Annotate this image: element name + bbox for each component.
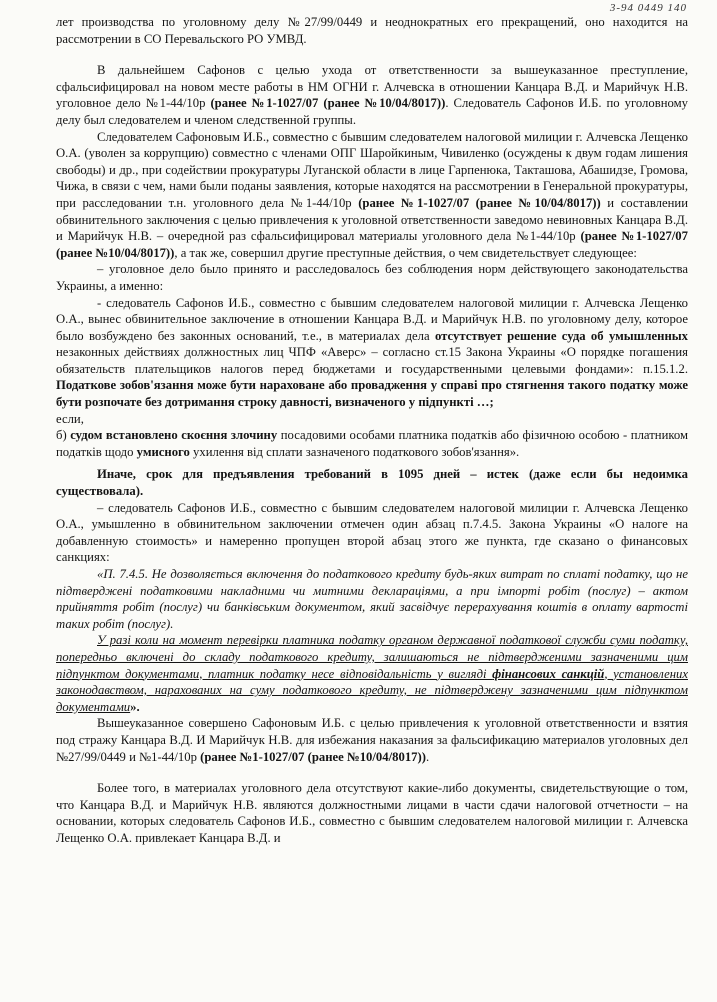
paragraph-text: посадовими особами платника податків або фізичною особою - платником податків щодо <box>56 428 689 459</box>
law-quote-italic: «П. 7.4.5. Не дозволяється включення до податкового кредиту будь-яких витрат по сплаті податку, що не підтверджені податковими накладними чи митними деклараціями, а при імпорті робіт (послуг) – актом прийняття робіт (послуг) чи банківським документом, який засвідчує перерахування коштів в оплату вартості таких робіт (послуг). <box>56 567 688 631</box>
case-number-bold: (ранее №1-1027/07 (ранее №10/04/8017)) <box>200 749 426 764</box>
law-quote-underlined: У разі коли на момент перевірки платника податку органом державної податкової служби суми податку, попередньо включені до складу податкового кредиту, залишаються не підтвердженими зазначеними цим підпунктом документами, платник податку несе відповідальність у вигляді <box>56 633 688 681</box>
paragraph-text: – уголовное дело было принято и расследовалось без соблюдения норм действующего законодательства Украины, а именно: <box>56 262 688 293</box>
emphasis-bold: отсутствует решение суда об умышленных <box>434 328 689 343</box>
paragraph-11 <box>56 632 688 715</box>
paragraph-text: ухилення від сплати зазначеного податкового зобов'язання». <box>189 444 520 459</box>
paragraph-text: и составлении обвинительного заключения с целью привлечения к уголовной ответственности заведомо невиновных Канцара В.Д. и Марийчук Н.В. – очередной раз сфальсифицировал материалы уголовного дела №1-44/10р <box>56 195 688 244</box>
paragraph-text: Следователем Сафоновым И.Б., совместно с бывшим следователем налоговой милиции г. Алчевска Лещенко О.А. (уволен за коррупцию) совместно с членами ОПГ Шаройкиным, Чивиленко (осуждены к двум годам лишения свободы) и др., при содействии прокуратуры Луганской области в лице Гарпенюка, Такташова, Абашидзе, Громова, Чижа, в связи с чем, нами были поданы заявления, которые находятся на рассмотрении в Генеральной прокуратуры, при расследовании т.н. уголовного дела №1-44/10р <box>56 129 688 210</box>
paragraph-text: - следователь Сафонов И.Б., совместно с бывшим следователем налоговой милиции г. Алчевска Лещенко О.А., вынес обвинительное заключение в отношении Канцара В.Д. и Марийчук Н.В. по уголовному делу, которое было возбуждено без законных оснований, т.е., в материалах дела <box>56 295 688 343</box>
case-number-bold: (ранее №1-1027/07 (ранее №10/04/8017)) <box>358 195 601 210</box>
paragraph-text: незаконных действиях должностных лиц ЧПФ «Аверс» – согласно ст.15 Закона Украины «О порядке погашения обязательств плательщиков налогов перед бюджетами и государственными целевыми фондами»: п.15.1.2. <box>56 345 688 376</box>
paragraph-text: лет производства по уголовному делу №27/99/0449 и неоднократных его прекращений, оно находится на рассмотрении в СО Перевальского РО УМВД. <box>56 15 688 46</box>
paragraph-text: . Следователь Сафонов И.Б. по уголовному делу был следователем и членом следственной группы. <box>56 96 688 127</box>
paragraph-text: . <box>425 749 430 764</box>
emphasis-bold: умисного <box>136 444 190 459</box>
paragraph-9 <box>56 500 688 566</box>
paragraph-text: В дальнейшем Сафонов с целью ухода от ответственности за вышеуказанное преступление, сфальсифицировал на новом месте работы в НМ ОГНИ г. Алчевска в отношении Канцара В.Д. и Марийчук Н.В. уголовное дело №1-44/10р <box>56 63 688 111</box>
paragraph-1 <box>56 14 688 47</box>
paragraph-13 <box>56 780 688 846</box>
paragraph-12 <box>56 715 688 765</box>
emphasis-bold: Иначе, срок для предъявления требований в 1095 дней – истек (даже если бы недоимка существовала). <box>56 467 688 499</box>
quote-end: ». <box>130 699 140 714</box>
paragraph-7 <box>56 427 688 460</box>
document-body <box>56 14 688 847</box>
paragraph-text: б) <box>56 428 71 443</box>
case-number-bold: (ранее №1-1027/07 (ранее №10/04/8017)) <box>210 96 446 111</box>
paragraph-text: Более того, в материалах уголовного дела отсутствуют какие-либо документы, свидетельствующие о том, что Канцара В.Д. и Марийчук Н.В. являются должностными лицами в части сдачи налоговой отчетности – на основании, которых следователь Сафонов И.Б., совместно с бывшим следователем налоговой милиции г. Алчевска Лещенко О.А. привлекает Канцара В.Д. и <box>56 781 688 845</box>
paragraph-6 <box>56 411 688 428</box>
law-quote-underlined-bold: фінансових санкцій <box>492 666 605 681</box>
law-quote-bold: Податкове зобов'язання може бути нараховане або провадження у справі про стягнення такого податку може бути розпочате без дотримання строку давності, визначеного у підпункті …; <box>56 378 688 410</box>
paragraph-text: если, <box>56 411 84 426</box>
paragraph-3 <box>56 129 688 262</box>
case-number-bold: (ранее №1-1027/07 (ранее №10/04/8017)) <box>56 229 688 260</box>
paragraph-8 <box>56 466 688 499</box>
paragraph-10 <box>56 566 688 632</box>
paragraph-text: , а так же, совершил другие преступные действия, о чем свидетельствует следующее: <box>174 245 637 260</box>
paragraph-4 <box>56 261 688 294</box>
paragraph-5 <box>56 295 688 411</box>
page-number: 3-94 0449 140 <box>609 2 687 14</box>
paragraph-text: – следователь Сафонов И.Б., совместно с бывшим следователем налоговой милиции г. Алчевска Лещенко О.А., умышленно в обвинительном заключении отмечен один абзац п.7.4.5. Закона Украины «О налоге на добавленную стоимость» и намеренно пропущен второй абзац этого же пункта, где сказано о финансовых санкциях: <box>56 500 688 565</box>
paragraph-2 <box>56 62 688 128</box>
paragraph-text: Вышеуказанное совершено Сафоновым И.Б. с целью привлечения к уголовной ответственности и взятия под стражу Канцара В.Д. И Марийчук Н.В. для избежания наказания за фальсификацию материалов уголовных дел №27/99/0449 и №1-44/10р <box>56 716 688 764</box>
law-quote-underlined: , установлених законодавством, нарахованих на суму податкового кредиту, не підтверджену зазначеними цим підпунктом документами <box>56 666 688 714</box>
emphasis-bold: судом встановлено скоєння злочину <box>70 428 278 443</box>
